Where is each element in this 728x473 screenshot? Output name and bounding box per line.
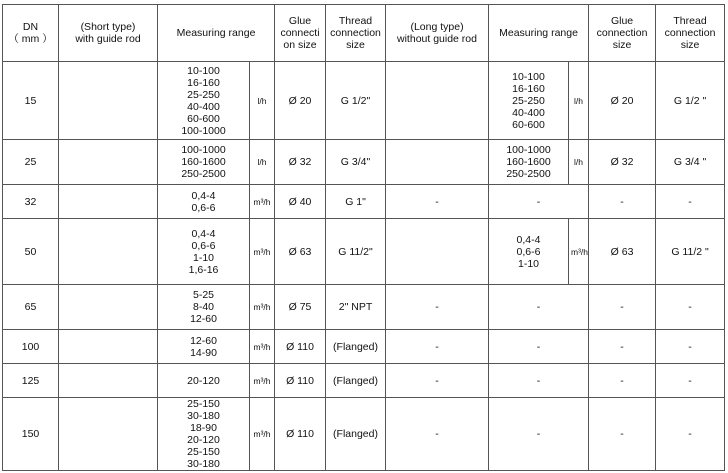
header-thread-b: Thread connection size [656, 5, 725, 62]
cell-short [59, 285, 158, 330]
cell-glue-a: Ø 32 [275, 140, 326, 185]
cell-long: - [386, 285, 489, 330]
cell-unit-a: m³/h [250, 285, 275, 330]
cell-unit-b: l/h [569, 140, 589, 185]
cell-range-b: - [489, 285, 589, 330]
cell-unit-a: m³/h [250, 219, 275, 285]
header-dn: DN （ mm ） [3, 5, 59, 62]
cell-long: - [386, 364, 489, 398]
cell-glue-b: - [589, 330, 656, 364]
cell-range-a: 0,4-4 0,6-6 1-10 1,6-16 [158, 219, 250, 285]
cell-glue-a: Ø 110 [275, 398, 326, 471]
cell-range-a: 20-120 [158, 364, 250, 398]
cell-thread-a: 2" NPT [326, 285, 386, 330]
cell-range-b: - [489, 330, 589, 364]
cell-glue-a: Ø 40 [275, 185, 326, 219]
cell-glue-b: Ø 63 [589, 219, 656, 285]
cell-glue-b: - [589, 364, 656, 398]
cell-unit-a: l/h [250, 62, 275, 140]
cell-glue-b: - [589, 185, 656, 219]
table-row [3, 219, 725, 285]
header-measuring-range-a: Measuring range [158, 5, 275, 62]
cell-thread-b: - [656, 185, 725, 219]
cell-range-b: - [489, 398, 589, 471]
cell-range-a: 5-25 8-40 12-60 [158, 285, 250, 330]
cell-short [59, 398, 158, 471]
cell-unit-b: m³/h [569, 219, 589, 285]
cell-unit-a: m³/h [250, 364, 275, 398]
cell-thread-b: - [656, 398, 725, 471]
cell-glue-a: Ø 75 [275, 285, 326, 330]
cell-long [386, 62, 489, 140]
cell-range-b: 100-1000 160-1600 250-2500 [489, 140, 569, 185]
cell-thread-a: (Flanged) [326, 364, 386, 398]
cell-thread-a: G 1/2" [326, 62, 386, 140]
table-row [3, 185, 725, 219]
cell-dn: 50 [3, 219, 59, 285]
header-long-type: (Long type) without guide rod [386, 5, 489, 62]
cell-glue-b: - [589, 398, 656, 471]
cell-dn: 25 [3, 140, 59, 185]
cell-glue-a: Ø 110 [275, 364, 326, 398]
table-row [3, 364, 725, 398]
cell-glue-a: Ø 63 [275, 219, 326, 285]
cell-thread-b: - [656, 330, 725, 364]
cell-short [59, 330, 158, 364]
cell-long [386, 219, 489, 285]
cell-thread-a: G 1" [326, 185, 386, 219]
cell-thread-a: G 3/4" [326, 140, 386, 185]
cell-thread-b: G 1/2 " [656, 62, 725, 140]
cell-range-a: 100-1000 160-1600 250-2500 [158, 140, 250, 185]
header-measuring-range-b: Measuring range [489, 5, 589, 62]
cell-thread-a: G 11/2" [326, 219, 386, 285]
cell-dn: 150 [3, 398, 59, 471]
cell-long: - [386, 330, 489, 364]
cell-range-b: 10-100 16-160 25-250 40-400 60-600 [489, 62, 569, 140]
cell-glue-b: - [589, 285, 656, 330]
cell-glue-a: Ø 20 [275, 62, 326, 140]
cell-short [59, 62, 158, 140]
cell-unit-b: l/h [569, 62, 589, 140]
cell-thread-b: - [656, 285, 725, 330]
cell-unit-a: m³/h [250, 398, 275, 471]
cell-dn: 65 [3, 285, 59, 330]
cell-range-a: 12-60 14-90 [158, 330, 250, 364]
cell-dn: 32 [3, 185, 59, 219]
header-glue-b: Glue connection size [589, 5, 656, 62]
table-row [3, 62, 725, 140]
cell-unit-a: l/h [250, 140, 275, 185]
cell-glue-a: Ø 110 [275, 330, 326, 364]
table-row [3, 140, 725, 185]
cell-range-a: 25-150 30-180 18-90 20-120 25-150 30-180 [158, 398, 250, 471]
cell-range-a: 10-100 16-160 25-250 40-400 60-600 100-1000 [158, 62, 250, 140]
cell-thread-a: (Flanged) [326, 398, 386, 471]
cell-short [59, 140, 158, 185]
cell-short [59, 219, 158, 285]
table-row [3, 285, 725, 330]
cell-short [59, 364, 158, 398]
cell-short [59, 185, 158, 219]
cell-range-b: 0,4-4 0,6-6 1-10 [489, 219, 569, 285]
header-glue-a: Glue connecti on size [275, 5, 326, 62]
cell-long [386, 140, 489, 185]
cell-thread-a: (Flanged) [326, 330, 386, 364]
cell-dn: 15 [3, 62, 59, 140]
cell-thread-b: - [656, 364, 725, 398]
cell-glue-b: Ø 20 [589, 62, 656, 140]
cell-range-a: 0,4-4 0,6-6 [158, 185, 250, 219]
cell-unit-a: m³/h [250, 330, 275, 364]
cell-long: - [386, 185, 489, 219]
cell-range-b: - [489, 185, 589, 219]
cell-dn: 125 [3, 364, 59, 398]
cell-glue-b: Ø 32 [589, 140, 656, 185]
cell-thread-b: G 11/2 " [656, 219, 725, 285]
header-short-type: (Short type) with guide rod [59, 5, 158, 62]
header-row [3, 5, 725, 62]
header-thread-a: Thread connection size [326, 5, 386, 62]
cell-range-b: - [489, 364, 589, 398]
table-row [3, 398, 725, 471]
cell-dn: 100 [3, 330, 59, 364]
cell-long: - [386, 398, 489, 471]
table-row [3, 330, 725, 364]
cell-thread-b: G 3/4 " [656, 140, 725, 185]
cell-unit-a: m³/h [250, 185, 275, 219]
specification-table [2, 4, 725, 471]
